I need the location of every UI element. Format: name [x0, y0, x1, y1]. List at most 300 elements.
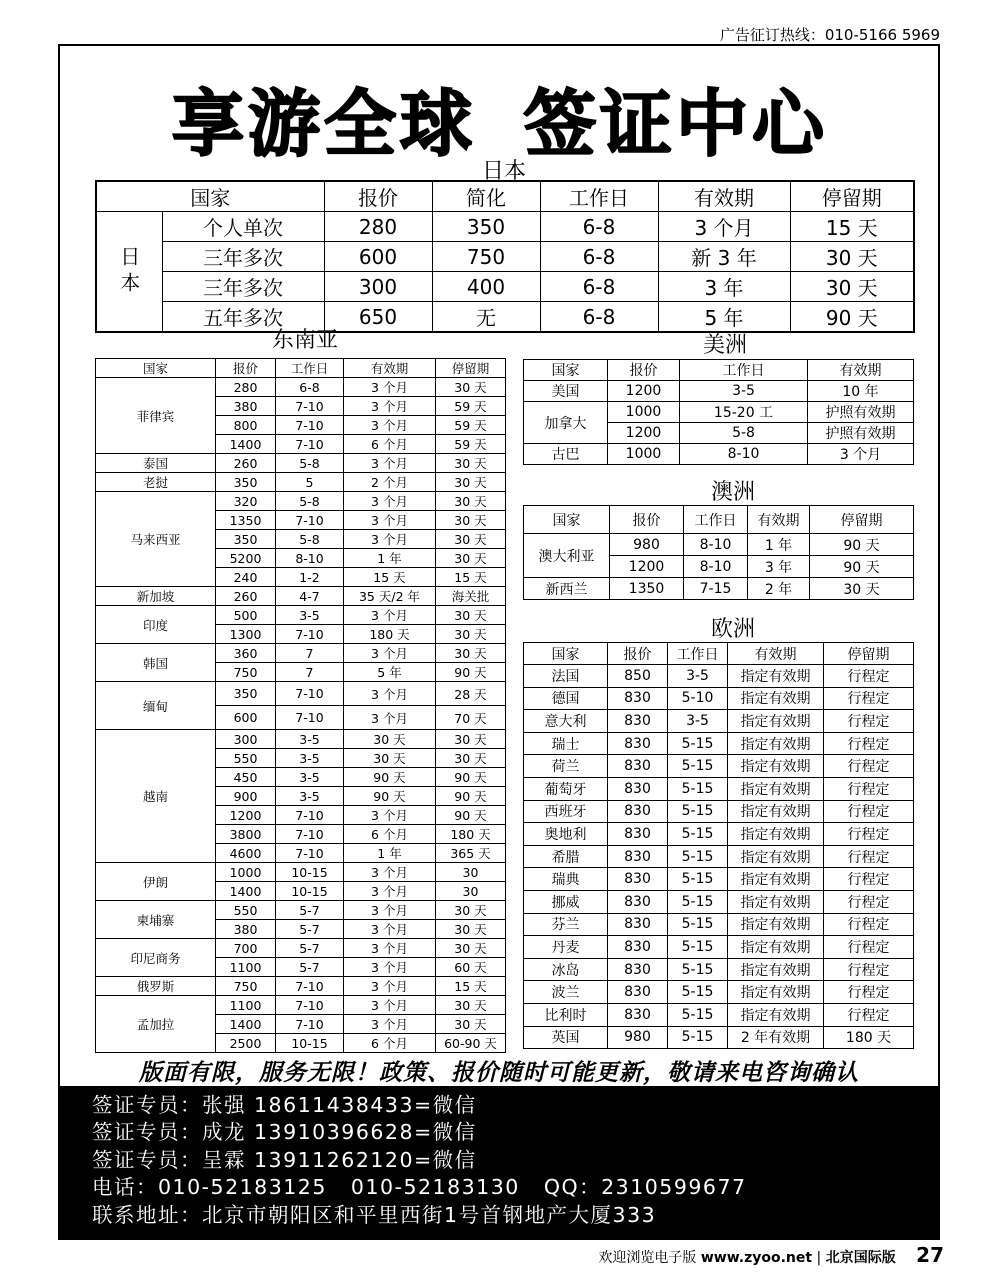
value-cell: 30 天	[436, 939, 506, 958]
value-cell: 830	[608, 687, 668, 710]
table-row	[524, 777, 914, 800]
value-cell: 3 个月	[344, 882, 436, 901]
value-cell: 59 天	[436, 397, 506, 416]
value-cell: 1 年	[344, 549, 436, 568]
value-cell: 指定有效期	[728, 755, 824, 778]
value-cell: 550	[216, 901, 276, 920]
value-cell: 1000	[216, 863, 276, 882]
title-right: 签证中心	[524, 81, 829, 166]
value-cell: 350	[216, 473, 276, 492]
table-row	[96, 863, 506, 882]
country-cell: 冰岛	[524, 958, 608, 981]
value-cell: 5200	[216, 549, 276, 568]
value-cell: 8-10	[680, 444, 808, 465]
country-cell: 孟加拉	[96, 996, 216, 1053]
value-cell: 3-5	[276, 768, 344, 787]
value-cell: 3 个月	[344, 806, 436, 825]
value-cell: 6-8	[276, 378, 344, 397]
value-cell: 5	[276, 473, 344, 492]
value-cell: 30 天	[436, 1015, 506, 1034]
value-cell: 30 天	[436, 644, 506, 663]
contact-phone-line: 电话：010-52183125 010-52183130 QQ：2310599677	[92, 1175, 747, 1200]
page-number: 27	[916, 1243, 944, 1267]
value-cell: 280	[216, 378, 276, 397]
contact-line: 签证专员：张强 18611438433=微信	[92, 1093, 477, 1117]
country-cell: 西班牙	[524, 800, 608, 823]
value-cell: 90 天	[344, 768, 436, 787]
value-cell: 8-10	[276, 549, 344, 568]
value-cell: 800	[216, 416, 276, 435]
value-cell: 3 年	[748, 556, 810, 578]
value-cell: 830	[608, 800, 668, 823]
value-cell: 指定有效期	[728, 777, 824, 800]
value-cell: 5-15	[668, 958, 728, 981]
value-cell: 300	[324, 272, 432, 302]
column-header: 报价	[608, 643, 668, 665]
value-cell: 6 个月	[344, 1034, 436, 1053]
value-cell: 3 个月	[344, 939, 436, 958]
notice-banner: 版面有限，服务无限！政策、报价随时可能更新，敬请来电咨询确认	[139, 1059, 859, 1086]
value-cell: 30 天	[436, 378, 506, 397]
value-cell: 5-15	[668, 823, 728, 846]
value-cell: 3 年	[658, 272, 790, 302]
value-cell: 30 天	[436, 549, 506, 568]
column-header: 有效期	[728, 643, 824, 665]
column-header: 有效期	[658, 181, 790, 212]
japan-section-title: 日本	[481, 159, 526, 184]
value-cell: 5-7	[276, 939, 344, 958]
table-row	[524, 981, 914, 1004]
title-left: 享游全球	[171, 81, 476, 166]
value-cell: 3 个月	[344, 530, 436, 549]
value-cell: 行程定	[824, 755, 914, 778]
table-row	[96, 454, 506, 473]
country-cell: 澳大利亚	[524, 534, 610, 578]
table-row	[524, 958, 914, 981]
value-cell: 1400	[216, 882, 276, 901]
country-cell: 瑞士	[524, 732, 608, 755]
value-cell: 7-15	[684, 578, 748, 600]
column-header: 国家	[96, 359, 216, 378]
country-cell: 波兰	[524, 981, 608, 1004]
americas-table	[523, 359, 914, 465]
table-row	[96, 242, 914, 272]
value-cell: 3 个月	[344, 901, 436, 920]
value-cell: 830	[608, 890, 668, 913]
value-cell: 指定有效期	[728, 913, 824, 936]
value-cell: 指定有效期	[728, 1003, 824, 1026]
column-header: 报价	[216, 359, 276, 378]
value-cell: 1100	[216, 996, 276, 1015]
column-header: 国家	[524, 506, 610, 534]
value-cell: 5-10	[668, 687, 728, 710]
country-cell: 意大利	[524, 710, 608, 733]
table-row	[524, 687, 914, 710]
value-cell: 5-15	[668, 1003, 728, 1026]
value-cell: 70 天	[436, 706, 506, 730]
value-cell: 3800	[216, 825, 276, 844]
value-cell: 指定有效期	[728, 981, 824, 1004]
footer	[598, 1243, 944, 1267]
value-cell: 7-10	[276, 397, 344, 416]
value-cell: 600	[216, 706, 276, 730]
table-row	[96, 901, 506, 920]
table-row	[524, 890, 914, 913]
value-cell: 90 天	[344, 787, 436, 806]
value-cell: 30 天	[436, 511, 506, 530]
value-cell: 830	[608, 845, 668, 868]
value-cell: 3 个月	[344, 920, 436, 939]
value-cell: 1000	[608, 444, 680, 465]
value-cell: 750	[432, 242, 540, 272]
value-cell: 1400	[216, 435, 276, 454]
table-row	[524, 936, 914, 959]
value-cell: 30 天	[436, 920, 506, 939]
country-cell: 伊朗	[96, 863, 216, 901]
table-row	[524, 1003, 914, 1026]
table-row	[524, 732, 914, 755]
contact-line: 签证专员：呈霖 13911262120=微信	[92, 1147, 477, 1172]
value-cell: 15-20 工	[680, 402, 808, 423]
value-cell: 90 天	[790, 302, 914, 333]
table-row	[524, 534, 914, 556]
table-row	[96, 644, 506, 663]
value-cell: 3 个月	[344, 397, 436, 416]
column-header: 停留期	[790, 181, 914, 212]
value-cell: 指定有效期	[728, 868, 824, 891]
header-row	[96, 359, 506, 378]
value-cell: 海关批	[436, 587, 506, 606]
country-cell: 比利时	[524, 1003, 608, 1026]
value-cell: 360	[216, 644, 276, 663]
table-row	[524, 381, 914, 402]
value-cell: 5-15	[668, 913, 728, 936]
value-cell: 650	[324, 302, 432, 333]
value-cell: 830	[608, 777, 668, 800]
value-cell: 830	[608, 913, 668, 936]
value-cell: 90 天	[436, 787, 506, 806]
value-cell: 行程定	[824, 936, 914, 959]
value-cell: 5-7	[276, 920, 344, 939]
footer-edition: 北京国际版	[825, 1250, 896, 1266]
country-cell: 英国	[524, 1026, 608, 1049]
value-cell: 550	[216, 749, 276, 768]
australia-table	[523, 505, 914, 600]
value-cell: 600	[324, 242, 432, 272]
value-cell: 830	[608, 732, 668, 755]
country-cell: 葡萄牙	[524, 777, 608, 800]
value-cell: 350	[216, 682, 276, 706]
column-header: 报价	[324, 181, 432, 212]
value-cell: 3 个月	[658, 212, 790, 242]
value-cell: 380	[216, 920, 276, 939]
header-row	[524, 360, 914, 381]
value-cell: 3-5	[276, 749, 344, 768]
country-cell: 柬埔寨	[96, 901, 216, 939]
value-cell: 830	[608, 710, 668, 733]
value-cell: 5-15	[668, 936, 728, 959]
table-row	[96, 682, 506, 706]
column-header: 国家	[524, 360, 608, 381]
value-cell: 900	[216, 787, 276, 806]
value-cell: 2500	[216, 1034, 276, 1053]
column-header: 停留期	[436, 359, 506, 378]
value-cell: 6 个月	[344, 435, 436, 454]
value-cell: 7-10	[276, 1015, 344, 1034]
table-row	[96, 302, 914, 333]
value-cell: 1200	[608, 423, 680, 444]
table-row	[96, 272, 914, 302]
value-cell: 6-8	[540, 302, 658, 333]
column-header: 工作日	[276, 359, 344, 378]
table-row	[524, 578, 914, 600]
value-cell: 3 个月	[344, 644, 436, 663]
column-header: 有效期	[808, 360, 914, 381]
value-cell: 7-10	[276, 996, 344, 1015]
value-cell: 90 天	[436, 768, 506, 787]
value-cell: 980	[610, 534, 684, 556]
country-cell: 新西兰	[524, 578, 610, 600]
value-cell: 5-7	[276, 958, 344, 977]
table-row	[524, 755, 914, 778]
value-cell: 6-8	[540, 272, 658, 302]
europe-table	[523, 642, 914, 1049]
table-row	[524, 800, 914, 823]
value-cell: 30 天	[436, 749, 506, 768]
value-cell: 三年多次	[162, 242, 324, 272]
value-cell: 行程定	[824, 845, 914, 868]
footer-separator: |	[816, 1250, 822, 1266]
contact-address-line: 联系地址：北京市朝阳区和平里西街1号首钢地产大厦333	[92, 1202, 657, 1227]
value-cell: 3 个月	[344, 511, 436, 530]
value-cell: 指定有效期	[728, 710, 824, 733]
value-cell: 3-5	[668, 710, 728, 733]
value-cell: 30 天	[344, 749, 436, 768]
value-cell: 1350	[610, 578, 684, 600]
value-cell: 1200	[610, 556, 684, 578]
value-cell: 3 个月	[344, 606, 436, 625]
value-cell: 5-15	[668, 755, 728, 778]
column-header: 简化	[432, 181, 540, 212]
value-cell: 10-15	[276, 1034, 344, 1053]
value-cell: 260	[216, 454, 276, 473]
value-cell: 5-15	[668, 868, 728, 891]
country-cell: 俄罗斯	[96, 977, 216, 996]
column-header: 停留期	[810, 506, 914, 534]
value-cell: 59 天	[436, 416, 506, 435]
value-cell: 35 天/2 年	[344, 587, 436, 606]
column-header: 国家	[524, 643, 608, 665]
value-cell: 4600	[216, 844, 276, 863]
value-cell: 3 个月	[344, 1015, 436, 1034]
japan-table	[95, 180, 915, 333]
table-row	[524, 868, 914, 891]
value-cell: 830	[608, 755, 668, 778]
value-cell: 3 个月	[344, 492, 436, 511]
value-cell: 7-10	[276, 625, 344, 644]
value-cell: 3 个月	[344, 706, 436, 730]
value-cell: 2 个月	[344, 473, 436, 492]
southeast-asia-table	[95, 358, 506, 1053]
value-cell: 3-5	[276, 730, 344, 749]
value-cell: 15 天	[344, 568, 436, 587]
value-cell: 1 年	[344, 844, 436, 863]
value-cell: 3 个月	[344, 977, 436, 996]
value-cell: 350	[432, 212, 540, 242]
value-cell: 90 天	[810, 556, 914, 578]
value-cell: 10-15	[276, 863, 344, 882]
table-row	[524, 845, 914, 868]
value-cell: 3 个月	[344, 454, 436, 473]
value-cell: 指定有效期	[728, 732, 824, 755]
value-cell: 指定有效期	[728, 936, 824, 959]
value-cell: 行程定	[824, 981, 914, 1004]
value-cell: 350	[216, 530, 276, 549]
value-cell: 指定有效期	[728, 890, 824, 913]
value-cell: 830	[608, 936, 668, 959]
value-cell: 3-5	[680, 381, 808, 402]
value-cell: 400	[432, 272, 540, 302]
value-cell: 指定有效期	[728, 800, 824, 823]
table-row	[524, 402, 914, 423]
americas-section-title: 美洲	[702, 333, 747, 358]
country-cell: 日本	[96, 212, 162, 333]
sea-section-title: 东南亚	[271, 328, 338, 353]
contact-line: 签证专员：成龙 13910396628=微信	[92, 1120, 477, 1145]
value-cell: 6-8	[540, 212, 658, 242]
value-cell: 7-10	[276, 511, 344, 530]
value-cell: 行程定	[824, 823, 914, 846]
country-cell: 古巴	[524, 444, 608, 465]
value-cell: 1-2	[276, 568, 344, 587]
table-row	[524, 913, 914, 936]
table-row	[96, 996, 506, 1015]
value-cell: 1400	[216, 1015, 276, 1034]
value-cell: 830	[608, 1003, 668, 1026]
column-header: 工作日	[680, 360, 808, 381]
value-cell: 指定有效期	[728, 958, 824, 981]
value-cell: 行程定	[824, 732, 914, 755]
value-cell: 15 天	[436, 568, 506, 587]
value-cell: 1200	[216, 806, 276, 825]
value-cell: 30 天	[436, 730, 506, 749]
value-cell: 7-10	[276, 977, 344, 996]
table-row	[96, 378, 506, 397]
country-cell: 丹麦	[524, 936, 608, 959]
value-cell: 7-10	[276, 844, 344, 863]
value-cell: 1200	[608, 381, 680, 402]
europe-section-title: 欧洲	[710, 617, 755, 642]
header-row	[96, 181, 914, 212]
value-cell: 30 天	[436, 625, 506, 644]
value-cell: 行程定	[824, 800, 914, 823]
value-cell: 180 天	[344, 625, 436, 644]
country-cell: 印度	[96, 606, 216, 644]
value-cell: 5-7	[276, 901, 344, 920]
table-row	[524, 1026, 914, 1049]
value-cell: 3-5	[276, 787, 344, 806]
value-cell: 3 个月	[344, 416, 436, 435]
value-cell: 4-7	[276, 587, 344, 606]
column-header: 有效期	[344, 359, 436, 378]
value-cell: 行程定	[824, 890, 914, 913]
column-header: 停留期	[824, 643, 914, 665]
value-cell: 260	[216, 587, 276, 606]
value-cell: 5-15	[668, 981, 728, 1004]
value-cell: 7	[276, 663, 344, 682]
value-cell: 7-10	[276, 806, 344, 825]
value-cell: 1300	[216, 625, 276, 644]
value-cell: 30 天	[810, 578, 914, 600]
value-cell: 护照有效期	[808, 402, 914, 423]
value-cell: 30 天	[790, 242, 914, 272]
country-cell: 加拿大	[524, 402, 608, 444]
column-header: 有效期	[748, 506, 810, 534]
contact-panel	[60, 1086, 938, 1238]
value-cell: 240	[216, 568, 276, 587]
table-row	[524, 444, 914, 465]
value-cell: 6-8	[540, 242, 658, 272]
table-row	[524, 665, 914, 688]
table-row	[96, 977, 506, 996]
value-cell: 7-10	[276, 682, 344, 706]
value-cell: 30	[436, 882, 506, 901]
column-header: 工作日	[684, 506, 748, 534]
table-row	[96, 212, 914, 242]
value-cell: 60 天	[436, 958, 506, 977]
value-cell: 10 年	[808, 381, 914, 402]
column-header: 报价	[608, 360, 680, 381]
table-row	[96, 730, 506, 749]
value-cell: 行程定	[824, 868, 914, 891]
value-cell: 750	[216, 663, 276, 682]
value-cell: 180 天	[824, 1026, 914, 1049]
column-header: 工作日	[540, 181, 658, 212]
value-cell: 个人单次	[162, 212, 324, 242]
table-row	[96, 492, 506, 511]
country-cell: 老挝	[96, 473, 216, 492]
value-cell: 7-10	[276, 825, 344, 844]
value-cell: 380	[216, 397, 276, 416]
value-cell: 30 天	[436, 492, 506, 511]
ad-hotline: 广告征订热线：010-5166 5969	[719, 26, 940, 44]
country-cell: 美国	[524, 381, 608, 402]
value-cell: 行程定	[824, 1003, 914, 1026]
value-cell: 行程定	[824, 687, 914, 710]
value-cell: 行程定	[824, 958, 914, 981]
table-row	[96, 606, 506, 625]
country-cell: 韩国	[96, 644, 216, 682]
value-cell: 30 天	[436, 606, 506, 625]
table-row	[96, 473, 506, 492]
value-cell: 五年多次	[162, 302, 324, 333]
value-cell: 59 天	[436, 435, 506, 454]
value-cell: 30 天	[436, 530, 506, 549]
value-cell: 1350	[216, 511, 276, 530]
footer-site-link[interactable]: www.zyoo.net	[700, 1250, 813, 1266]
value-cell: 7-10	[276, 706, 344, 730]
country-cell: 法国	[524, 665, 608, 688]
value-cell: 30 天	[790, 272, 914, 302]
value-cell: 5-8	[276, 530, 344, 549]
value-cell: 30 天	[436, 996, 506, 1015]
value-cell: 5-8	[276, 454, 344, 473]
column-header: 工作日	[668, 643, 728, 665]
value-cell: 500	[216, 606, 276, 625]
value-cell: 3 个月	[344, 958, 436, 977]
value-cell: 2 年	[748, 578, 810, 600]
value-cell: 5-8	[680, 423, 808, 444]
